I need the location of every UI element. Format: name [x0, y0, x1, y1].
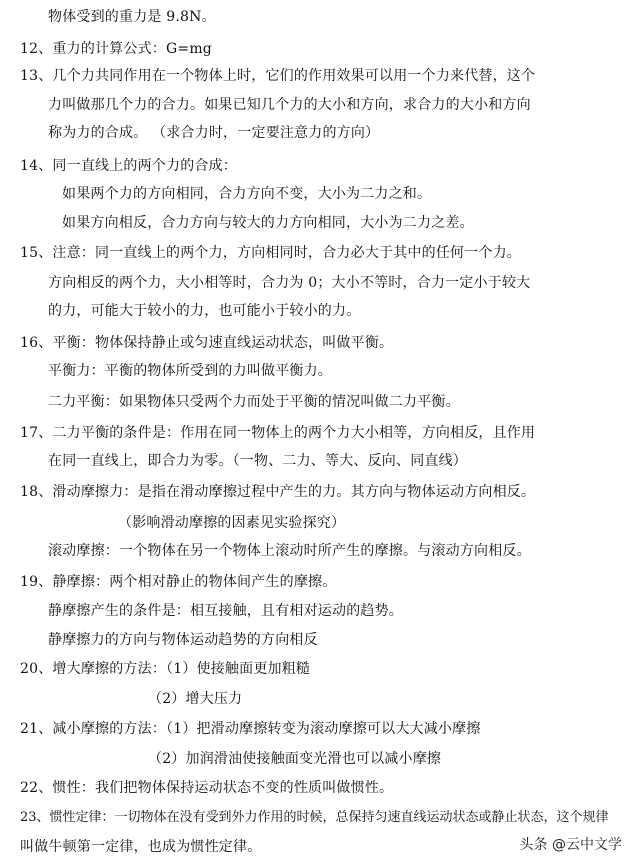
text-line: 二力平衡：如果物体只受两个力而处于平衡的情况叫做二力平衡。 [48, 394, 460, 410]
text-line: 叫做牛顿第一定律，也成为惯性定律。 [20, 839, 262, 855]
text-line: （2）增大压力 [148, 691, 243, 707]
text-line: （2）加润滑油使接触面变光滑也可以减小摩擦 [148, 751, 442, 767]
text-line: 静摩擦产生的条件是：相互接触，且有相对运动的趋势。 [48, 603, 403, 619]
text-line: 滚动摩擦：一个物体在另一个物体上滚动时所产生的摩擦。与滚动方向相反。 [48, 543, 531, 559]
text-line: （影响滑动摩擦的因素见实验探究） [118, 515, 346, 531]
text-line: 12、重力的计算公式：G=mg [20, 41, 212, 57]
text-line: 14、同一直线上的两个力的合成： [20, 158, 238, 174]
text-line: 18、滑动摩擦力：是指在滑动摩擦过程中产生的力。其方向与物体运动方向相反。 [20, 484, 536, 500]
text-line: 13、几个力共同作用在一个物体上时，它们的作用效果可以用一个力来代替，这个 [20, 68, 536, 84]
text-line: 平衡力：平衡的物体所受到的力叫做平衡力。 [48, 363, 332, 379]
text-line: 16、平衡：物体保持静止或匀速直线运动状态，叫做平衡。 [20, 335, 394, 351]
text-line: 15、注意：同一直线上的两个力，方向相同时，合力必大于其中的任何一个力。 [20, 245, 522, 261]
text-line: 23、惯性定律：一切物体在没有受到外力作用的时候，总保持匀速直线运动状态或静止状态，这个规律 [20, 810, 609, 825]
text-line: 称为力的合成。 （求合力时，一定要注意力的方向） [48, 125, 380, 141]
text-line: 静摩擦力的方向与物体运动趋势的方向相反 [48, 632, 318, 648]
text-line: 21、减小摩擦的方法：（1）把滑动摩擦转变为滚动摩擦可以大大减小摩擦 [20, 721, 481, 737]
text-line: 20、增大摩擦的方法：（1）使接触面更加粗糙 [20, 661, 311, 677]
text-line: 19、静摩擦：两个相对静止的物体间产生的摩擦。 [20, 574, 337, 590]
text-line: 在同一直线上，即合力为零。（一物、二力、等大、反向、同直线） [48, 453, 467, 469]
text-line: 物体受到的重力是 9.8N。 [48, 9, 216, 25]
text-line: 力叫做那几个力的合力。如果已知几个力的大小和方向，求合力的大小和方向 [48, 97, 531, 113]
text-line: 如果两个力的方向相同，合力方向不变，大小为二力之和。 [62, 186, 432, 202]
watermark: 头条 @云中文学 [514, 832, 628, 856]
text-line: 的力，可能大于较小的力，也可能小于较小的力。 [48, 303, 361, 319]
text-line: 如果方向相反，合力方向与较大的力方向相同，大小为二力之差。 [62, 215, 474, 231]
text-line: 17、二力平衡的条件是：作用在同一物体上的两个力大小相等，方向相反，且作用 [20, 425, 536, 441]
text-line: 方向相反的两个力，大小相等时，合力为 0；大小不等时，合力一定小于较大 [48, 275, 531, 291]
text-line: 22、惯性：我们把物体保持运动状态不变的性质叫做惯性。 [20, 780, 394, 796]
